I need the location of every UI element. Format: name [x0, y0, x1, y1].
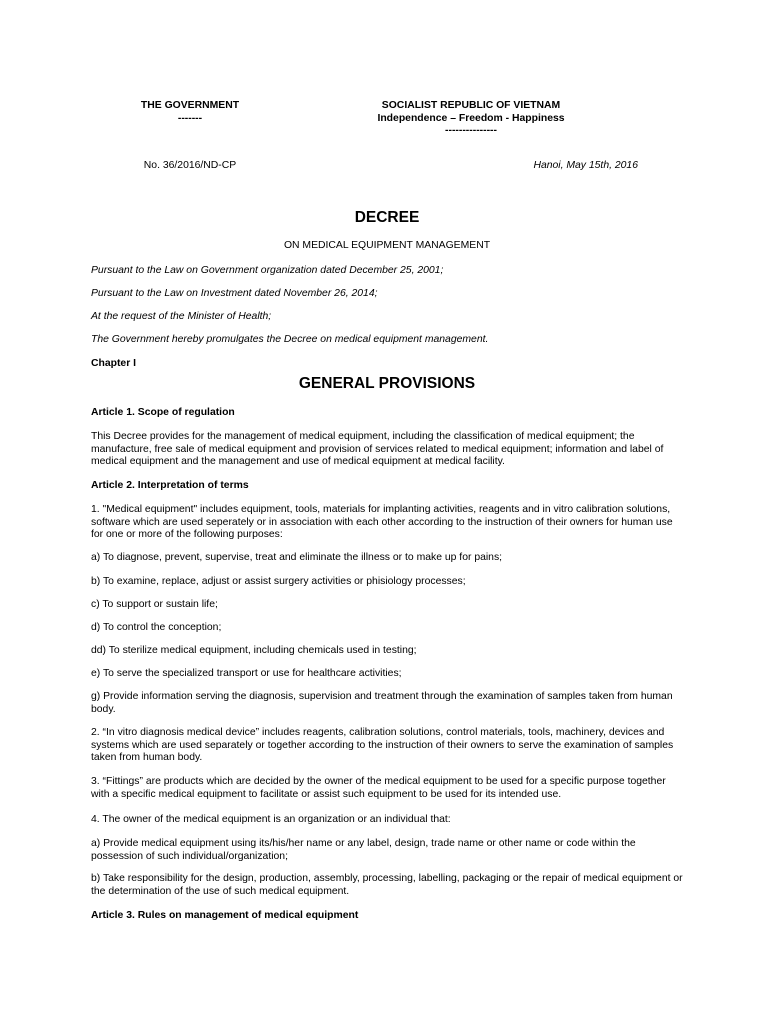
article-1-text: This Decree provides for the management of medical equipment, including the classification of medical equipment; the manufacture, free sale of medical equipment and provision of services related to medical equipment; information and label of medical equipment and the management and use of medical equipment at medical facility. [91, 431, 664, 468]
issuer-name: THE GOVERNMENT [140, 100, 240, 111]
place-date: Hanoi, May 15th, 2016 [533, 160, 638, 171]
article-2-item: e) To serve the specialized transport or use for healthcare activities; [91, 668, 402, 679]
article-1-heading: Article 1. Scope of regulation [91, 407, 235, 418]
article-2-item: a) To diagnose, prevent, supervise, treat and eliminate the illness or to make up for pains; [91, 552, 503, 563]
national-rule: --------------- [445, 125, 497, 137]
preamble-line-2: Pursuant to the Law on Investment dated November 26, 2014; [91, 288, 378, 299]
decree-subtitle: ON MEDICAL EQUIPMENT MANAGEMENT [283, 240, 491, 251]
preamble-line-1: Pursuant to the Law on Government organization dated December 25, 2001; [91, 265, 444, 276]
preamble-line-3: At the request of the Minister of Health; [91, 311, 272, 322]
national-title-block [340, 100, 602, 138]
national-motto: Independence – Freedom - Happiness [377, 112, 565, 124]
article-2-item: g) Provide information serving the diagnosis, supervision and treatment through the examination of samples taken from human body. [91, 691, 673, 715]
article-2-item: a) Provide medical equipment using its/his/her name or any label, design, trade name or other name or code within the possession of such individual/organization; [91, 838, 636, 862]
issuer-rule: ------- [177, 112, 203, 124]
document-number: No. 36/2016/ND-CP [143, 160, 237, 171]
article-2-item: c) To support or sustain life; [91, 599, 218, 610]
article-2-item: b) Take responsibility for the design, production, assembly, processing, labelling, packaging or the repair of medical equipment or the determination of the use of such medical equipment. [91, 873, 683, 897]
article-2-item: b) To examine, replace, adjust or assist surgery activities or phisiology processes; [91, 576, 466, 587]
article-2-item: 1. "Medical equipment" includes equipment, tools, materials for implanting activities, reagents and in vitro calibration solutions, software which are used seperately or in association with each other according to the instruction of their owners for human use for one or more of the following purposes: [91, 504, 673, 541]
chapter-title: GENERAL PROVISIONS [298, 375, 476, 392]
article-2-item: dd) To sterilize medical equipment, including chemicals used in testing; [91, 645, 417, 656]
article-3-heading: Article 3. Rules on management of medical equipment [91, 910, 359, 921]
article-2-item: 2. “In vitro diagnosis medical device” includes reagents, calibration solutions, control materials, tools, machinery, devices and systems which are used separately or together according to the instruction of their owners to serve the examination of samples taken from human body. [91, 727, 674, 764]
national-title: SOCIALIST REPUBLIC OF VIETNAM [381, 100, 561, 111]
chapter-label: Chapter I [91, 358, 137, 369]
article-2-item: d) To control the conception; [91, 622, 222, 633]
issuer-block [120, 100, 260, 125]
preamble-line-4: The Government hereby promulgates the Decree on medical equipment management. [91, 334, 489, 345]
article-2-heading: Article 2. Interpretation of terms [91, 480, 249, 491]
article-2-item: 4. The owner of the medical equipment is an organization or an individual that: [91, 814, 451, 825]
article-2-item: 3. “Fittings” are products which are decided by the owner of the medical equipment to be used for a specific purpose together with a specific medical equipment to facilitate or assist such equipment to be used for its intended use. [91, 776, 666, 800]
decree-title: DECREE [354, 209, 420, 226]
